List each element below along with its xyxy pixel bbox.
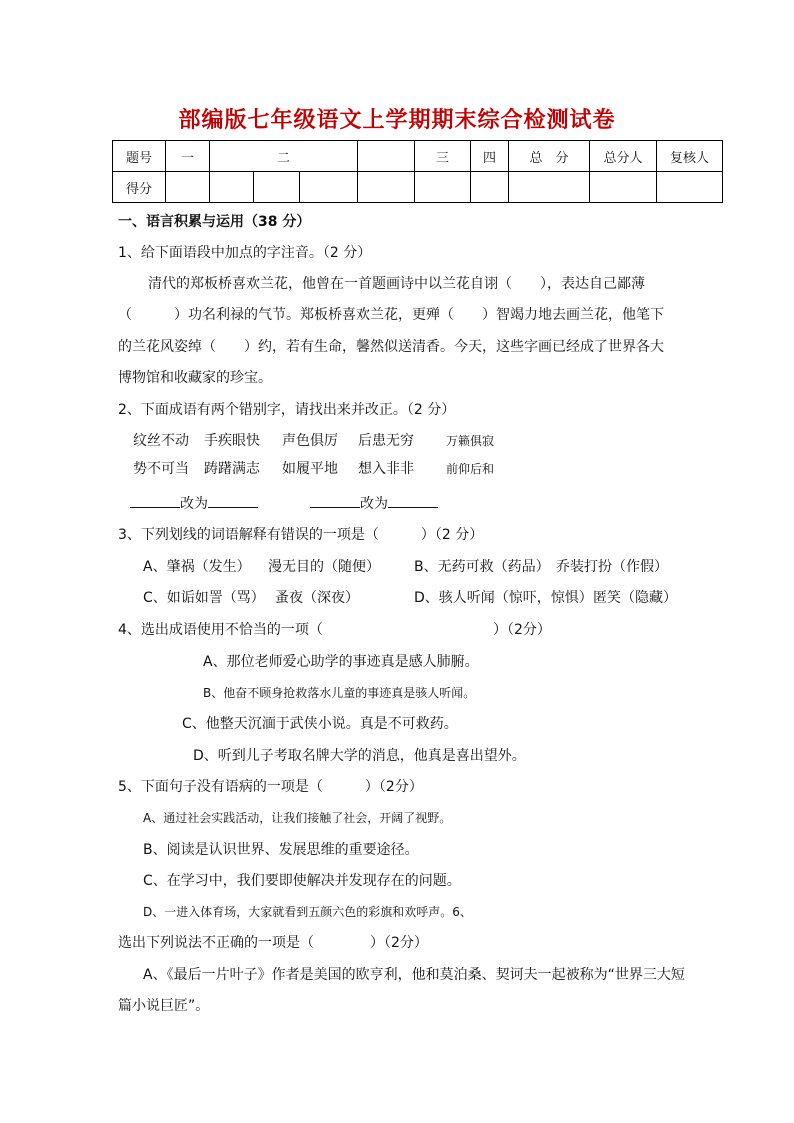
option-c: C、在学习中，我们要即使解决并发现存在的问题。 — [143, 873, 461, 889]
fix-answer-1 — [130, 493, 258, 514]
score-input-cell[interactable] — [590, 172, 657, 203]
fix-label: 改为 — [360, 496, 388, 512]
header-cell-blank — [358, 141, 415, 172]
page-title: 部编版七年级语文上学期期末综合检测试卷 — [178, 108, 616, 133]
question-1-text: 博物馆和收藏家的珍宝。 — [118, 370, 272, 386]
option-c: C、如诟如詈（骂） — [143, 590, 265, 606]
score-input-cell[interactable] — [509, 172, 590, 203]
header-cell-total: 总 分 — [509, 141, 590, 172]
idiom: 万籁俱寂 — [446, 434, 495, 448]
header-cell-3: 三 — [415, 141, 471, 172]
header-cell-tihao: 题号 — [113, 141, 166, 172]
question-4-stem: 4、选出成语使用不恰当的一项（ — [118, 622, 323, 638]
option-b: B、阅读是认识世界、发展思维的重要途径。 — [143, 842, 419, 858]
score-input-cell[interactable] — [210, 172, 254, 203]
option-a: A、肇祸（发生） — [143, 559, 251, 575]
idiom: 声色俱厉 — [282, 433, 338, 449]
header-cell-4: 四 — [471, 141, 509, 172]
option-a: A、通过社会实践活动，让我们接触了社会，开阔了视野。 — [143, 811, 452, 825]
score-input-cell[interactable] — [657, 172, 723, 203]
idiom: 势不可当 — [133, 461, 189, 477]
option-a: A、《最后一片叶子》作者是美国的欧亨利，他和莫泊桑、契诃夫一起被称为“世界三大短 — [143, 967, 685, 983]
option-b-2: 乔装打扮（作假） — [556, 559, 668, 575]
idiom: 后患无穷 — [358, 433, 414, 449]
idiom: 纹丝不动 — [133, 433, 189, 449]
idiom: 想入非非 — [358, 461, 414, 477]
score-row-label: 得分 — [113, 172, 166, 203]
score-input-cell[interactable] — [415, 172, 471, 203]
score-input-cell[interactable] — [166, 172, 210, 203]
score-input-cell[interactable] — [358, 172, 415, 203]
question-5-stem: 5、下面句子没有语病的一项是（ ）（2分） — [118, 779, 423, 795]
header-cell-2: 二 — [210, 141, 358, 172]
question-1-stem: 1、给下面语段中加点的字注音。（2 分） — [118, 245, 372, 261]
answer-blank[interactable] — [310, 493, 360, 508]
option-d: D、一进入体育场，大家就看到五颜六色的彩旗和欢呼声。6、 — [143, 905, 472, 919]
question-3-stem: 3、下列划线的词语解释有错误的一项是（ ）（2 分） — [118, 527, 484, 543]
question-4-stem-end: ）（2分） — [493, 622, 551, 638]
idiom: 如履平地 — [282, 461, 338, 477]
option-b: B、他奋不顾身抢救落水儿童的事迹真是骇人听闻。 — [203, 686, 476, 700]
idiom: 前仰后和 — [446, 462, 495, 476]
score-input-cell[interactable] — [254, 172, 300, 203]
question-2-stem: 2、下面成语有两个错别字，请找出来并改正。（2 分） — [118, 402, 456, 418]
fix-label: 改为 — [180, 496, 208, 512]
fix-answer-2 — [310, 493, 438, 514]
answer-blank[interactable] — [388, 493, 438, 508]
idiom: 踌躇满志 — [204, 461, 260, 477]
answer-blank[interactable] — [208, 493, 258, 508]
option-d: D、听到儿子考取名牌大学的消息，他真是喜出望外。 — [193, 748, 526, 764]
option-c: C、他整天沉湎于武侠小说。真是不可救药。 — [182, 716, 458, 732]
score-input-cell[interactable] — [471, 172, 509, 203]
option-a: A、那位老师爱心助学的事迹真是感人肺腑。 — [203, 654, 479, 670]
score-table-header-row — [113, 141, 723, 172]
option-d-2: 匿笑（隐藏） — [593, 590, 677, 606]
option-a-cont: 篇小说巨匠”。 — [118, 998, 210, 1014]
option-b: B、无药可救（药品） — [414, 559, 550, 575]
header-cell-reviewer: 复核人 — [657, 141, 723, 172]
section-heading: 一、语言积累与运用（38 分） — [118, 214, 311, 230]
question-1-text: 的兰花风姿绰（ ）约，若有生命，馨然似送清香。今天，这些字画已经成了世界各大 — [118, 339, 664, 355]
question-1-text: （ ）功名利禄的气节。郑板桥喜欢兰花，更殚（ ）智竭力地去画兰花，他笔下 — [118, 307, 664, 323]
score-table — [112, 140, 723, 203]
score-table-score-row — [113, 172, 723, 203]
header-cell-scorer: 总分人 — [590, 141, 657, 172]
header-cell-1: 一 — [166, 141, 210, 172]
score-input-cell[interactable] — [300, 172, 358, 203]
question-6-stem: 选出下列说法不正确的一项是（ ）（2分） — [118, 935, 428, 951]
idiom: 手疾眼快 — [204, 433, 260, 449]
answer-blank[interactable] — [130, 493, 180, 508]
option-d: D、骇人听闻（惊吓，惊惧） — [414, 590, 593, 606]
option-a-2: 漫无目的（随便） — [268, 559, 380, 575]
question-1-text: 清代的郑板桥喜欢兰花，他曾在一首题画诗中以兰花自诩（ ），表达自己鄙薄 — [148, 276, 645, 292]
option-c-2: 蚤夜（深夜） — [275, 590, 359, 606]
